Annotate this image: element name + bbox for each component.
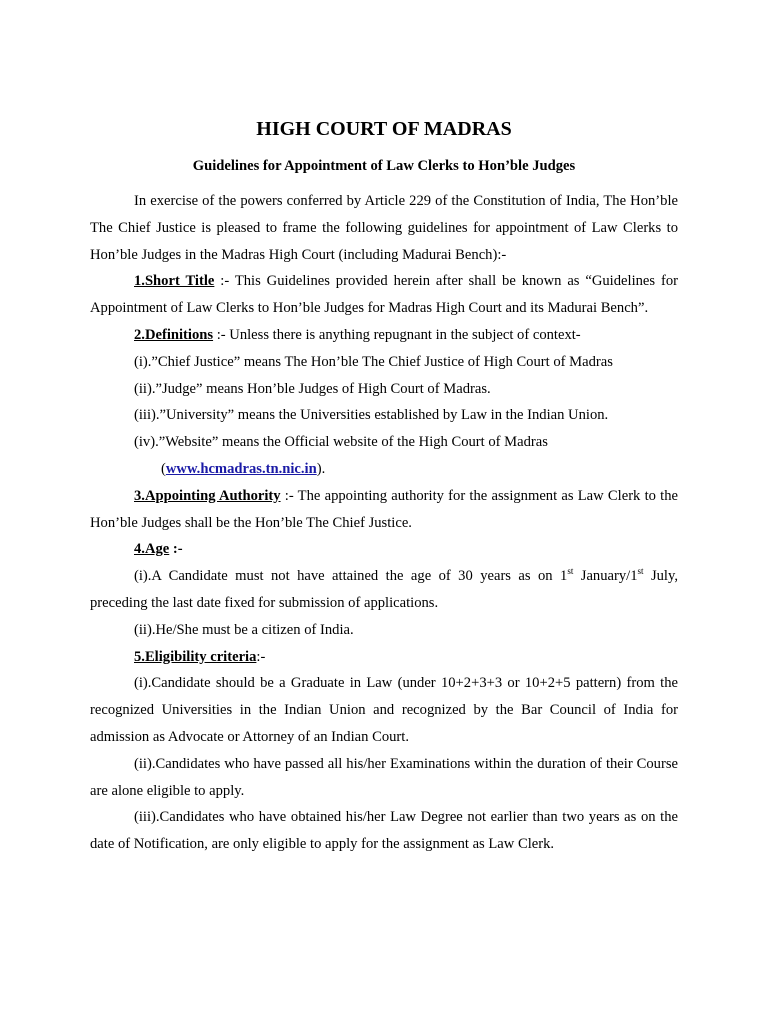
section-text-definitions: :- Unless there is anything repugnant in the subject of context-: [213, 326, 581, 343]
section-heading-age-suffix: :-: [169, 541, 183, 558]
age-item-text-a: (i).A Candidate must not have attained the age of 30 years as on 1: [134, 568, 568, 585]
section-definitions: [90, 322, 678, 349]
section-heading-age: 4.Age: [134, 541, 170, 558]
definition-item: (i).”Chief Justice” means The Hon’ble The Chief Justice of High Court of Madras: [134, 353, 613, 370]
eligibility-item: (ii).Candidates who have passed all his/her Examinations within the duration of their Course are alone eligible to apply.: [90, 755, 678, 799]
section-heading-short-title: 1.Short Title: [134, 273, 215, 290]
document-title: HIGH COURT OF MADRAS: [256, 118, 512, 140]
section-appointing-authority: [90, 483, 678, 537]
age-item: (ii).He/She must be a citizen of India.: [134, 621, 354, 638]
definition-item: (iii).”University” means the Universities established by Law in the Indian Union.: [134, 407, 609, 424]
website-line: [90, 456, 678, 483]
website-open-paren: (: [161, 460, 166, 477]
ordinal-suffix: st: [567, 566, 574, 577]
document-subtitle: Guidelines for Appointment of Law Clerks to Hon’ble Judges: [192, 158, 576, 174]
definition-item: (ii).”Judge” means Hon’ble Judges of High Court of Madras.: [134, 380, 491, 397]
section-text-short-title: :- This Guidelines provided herein after shall be known as “Guidelines for Appointment of Law Clerks to Hon’ble Judges for Madras High Court and its Madurai Bench”.: [90, 273, 678, 317]
age-item: [90, 563, 678, 617]
definition-item: (iv).”Website” means the Official website of the High Court of Madras: [134, 434, 548, 451]
age-item-text-c: July, preceding the last date fixed for submission of applications.: [90, 568, 678, 611]
eligibility-item: (i).Candidate should be a Graduate in Law (under 10+2+3+3 or 10+2+5 pattern) from the recognized Universities in the Indian Union and recognized by the Bar Council of India for admission as Advocate or Attorney of an Indian Court.: [90, 675, 678, 745]
section-eligibility: [90, 644, 678, 671]
website-link[interactable]: www.hcmadras.tn.nic.in: [165, 460, 317, 477]
section-age: [90, 536, 678, 563]
section-heading-eligibility-suffix: :-: [256, 648, 266, 665]
section-heading-eligibility: 5.Eligibility criteria: [134, 648, 257, 665]
section-heading-definitions: 2.Definitions: [134, 326, 214, 343]
section-text-appointing-authority: :- The appointing authority for the assignment as Law Clerk to the Hon’ble Judges shall be the Hon’ble The Chief Justice.: [90, 487, 678, 531]
intro-paragraph: In exercise of the powers conferred by Article 229 of the Constitution of India, The Hon’ble The Chief Justice is pleased to frame the following guidelines for appointment of Law Clerks to Hon’ble Judges in the Madras High Court (including Madurai Bench):-: [90, 193, 678, 263]
ordinal-suffix: st: [637, 566, 644, 577]
eligibility-item: (iii).Candidates who have obtained his/her Law Degree not earlier than two years as on the date of Notification, are only eligible to apply for the assignment as Law Clerk.: [90, 809, 678, 853]
website-close-paren: ).: [316, 460, 326, 477]
document-body: [90, 116, 678, 858]
age-item-text-b: January/1: [573, 568, 638, 585]
section-heading-appointing-authority: 3.Appointing Authority: [134, 487, 281, 504]
section-short-title: [90, 268, 678, 322]
